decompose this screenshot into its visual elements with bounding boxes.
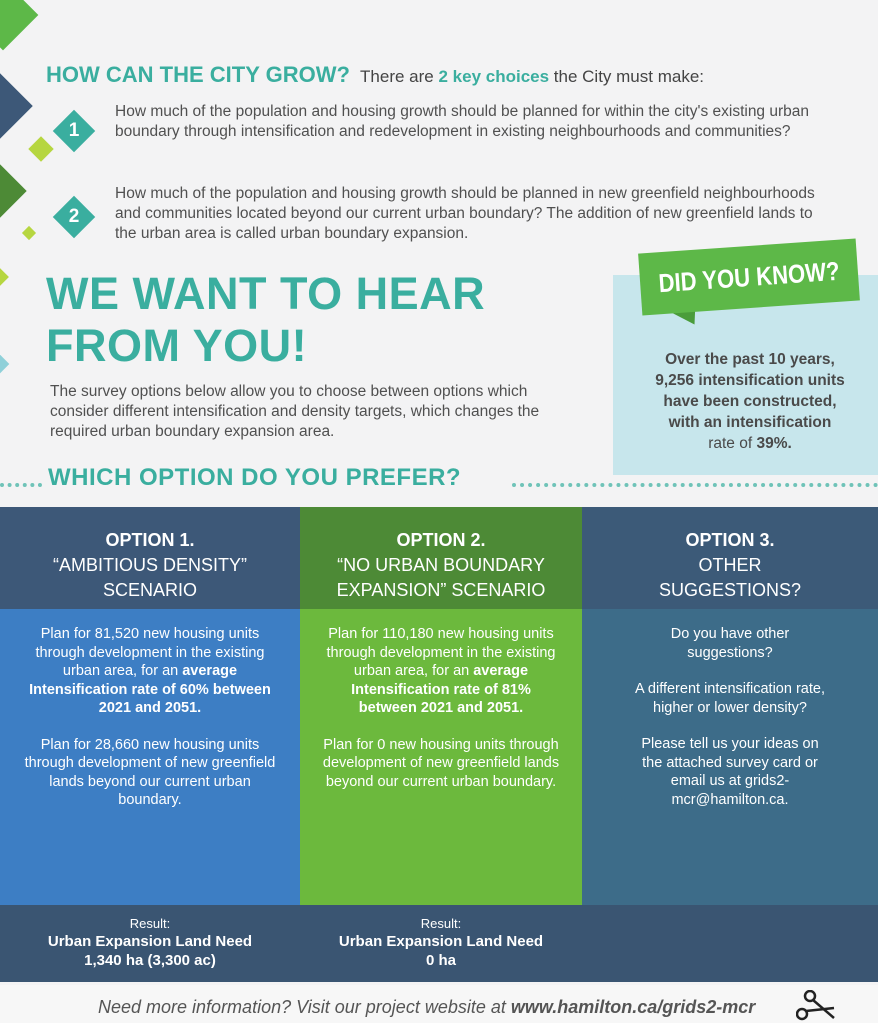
option-1-para-1 (22, 625, 278, 718)
option-2-name: “NO URBAN BOUNDARY (337, 555, 545, 575)
option-2-number: OPTION 2. (396, 530, 486, 550)
option-1-name: “AMBITIOUS DENSITY” (52, 555, 247, 575)
result-label: Result: (420, 916, 462, 931)
choice-1-text: How much of the population and housing growth should be planned for within the city's existing urban boundary through intensification and redevelopment in existing neighbourhoods and communities? (115, 103, 810, 140)
dotted-divider (512, 483, 878, 491)
option-3-body (582, 609, 878, 905)
option-1-header (0, 507, 300, 609)
option-2-para-1-bold: average Intensification rate of 81% between 2021 and 2051. (351, 663, 531, 716)
website-link[interactable]: www.hamilton.ca/grids2-mcr (510, 997, 756, 1017)
decorative-diamond (28, 136, 53, 161)
survey-description: The survey options below allow you to choose between options which consider different intensification and density targets, which changes the required urban boundary expansion area. (50, 383, 540, 440)
decorative-diamond (0, 267, 9, 287)
hear-heading (46, 268, 485, 372)
result-title: Urban Expansion Land Need (338, 933, 544, 950)
dyk-line: have been constructed, (663, 393, 837, 410)
option-2-para-1 (322, 625, 560, 718)
choice-1-number: 1 (68, 120, 80, 141)
choice-1-badge (53, 110, 95, 152)
option-2-name-2: EXPANSION” SCENARIO (336, 580, 546, 600)
option-3-name: OTHER (698, 555, 762, 575)
option-1-para-1-text: Plan for 81,520 new housing units through development in the existing urban area, for an (35, 626, 265, 679)
result-title: Urban Expansion Land Need (47, 933, 253, 950)
option-1-number: OPTION 1. (105, 530, 195, 550)
dyk-rate: 39%. (756, 435, 792, 452)
result-label: Result: (129, 916, 171, 931)
scissors-icon (796, 990, 836, 1022)
dyk-line: with an intensification (668, 414, 832, 431)
option-1-body (0, 609, 300, 905)
intro-pre: There are (360, 67, 439, 86)
option-1-column (0, 507, 300, 982)
option-1-para-2: Plan for 28,660 new housing units through development of new greenfield lands beyond our current urban boundary. (24, 736, 276, 808)
option-3-para-2: A different intensification rate, higher or lower density? (635, 681, 825, 716)
did-you-know-text (625, 349, 875, 454)
did-you-know-title: DID YOU KNOW? (657, 255, 841, 299)
option-3-name-2: SUGGESTIONS? (658, 580, 802, 600)
option-2-body (300, 609, 582, 905)
prefer-heading: WHICH OPTION DO YOU PREFER? (48, 464, 462, 491)
dotted-divider (0, 483, 42, 491)
dyk-line: Over the past 10 years, (665, 351, 835, 368)
choice-2-badge (53, 196, 95, 238)
option-2-column (300, 507, 582, 982)
hear-line-1: WE WANT TO HEAR (46, 268, 486, 319)
option-2-header (300, 507, 582, 609)
intro-text (360, 67, 704, 86)
option-2-result (300, 905, 582, 982)
option-3-result (582, 905, 878, 982)
option-1-result (0, 905, 300, 982)
option-2-para-2: Plan for 0 new housing units through development of new greenfield lands beyond our current urban boundary. (322, 736, 560, 790)
decorative-diamond (22, 226, 36, 240)
title-text: HOW CAN THE CITY GROW? (46, 62, 350, 87)
dyk-line (625, 433, 875, 454)
option-3-para-3: Please tell us your ideas on the attached survey card or email us at grids2-mcr@hamilton.ca. (641, 736, 819, 808)
option-3-column (582, 507, 878, 982)
option-1-para-1-bold: average Intensification rate of 60% between 2021 and 2051. (29, 663, 271, 716)
dyk-units-label: intensification units (694, 372, 845, 389)
option-1-name-2: SCENARIO (102, 580, 198, 600)
decorative-diamond (0, 0, 38, 50)
decorative-diamond (0, 161, 27, 220)
footer-text (98, 997, 755, 1018)
decorative-diamond (0, 69, 33, 143)
choice-2-text: How much of the population and housing growth should be planned in new greenfield neighbourhoods and communities located beyond our current urban boundary? The addition of new greenfield lands to the urban area is called urban boundary expansion. (115, 185, 815, 242)
result-value: 0 ha (425, 952, 456, 969)
footer-pre: Need more information? Visit our project website at (98, 997, 511, 1017)
intro-post: the City must make: (549, 67, 704, 86)
option-3-para-1: Do you have other suggestions? (670, 626, 790, 661)
option-2-para-1-text: Plan for 110,180 new housing units through development in the existing urban area, for an (326, 626, 556, 679)
intro-highlight: 2 key choices (438, 67, 550, 86)
dyk-units: 9,256 (655, 372, 695, 389)
option-3-number: OPTION 3. (685, 530, 775, 550)
dyk-rate-label: rate of (708, 435, 757, 452)
hear-line-2: FROM YOU! (46, 320, 308, 371)
page-title (46, 62, 704, 88)
choice-2-number: 2 (68, 206, 80, 227)
decorative-diamond (0, 353, 9, 376)
result-value: 1,340 ha (3,300 ac) (84, 952, 216, 969)
option-3-header (582, 507, 878, 609)
dyk-line (625, 370, 875, 391)
